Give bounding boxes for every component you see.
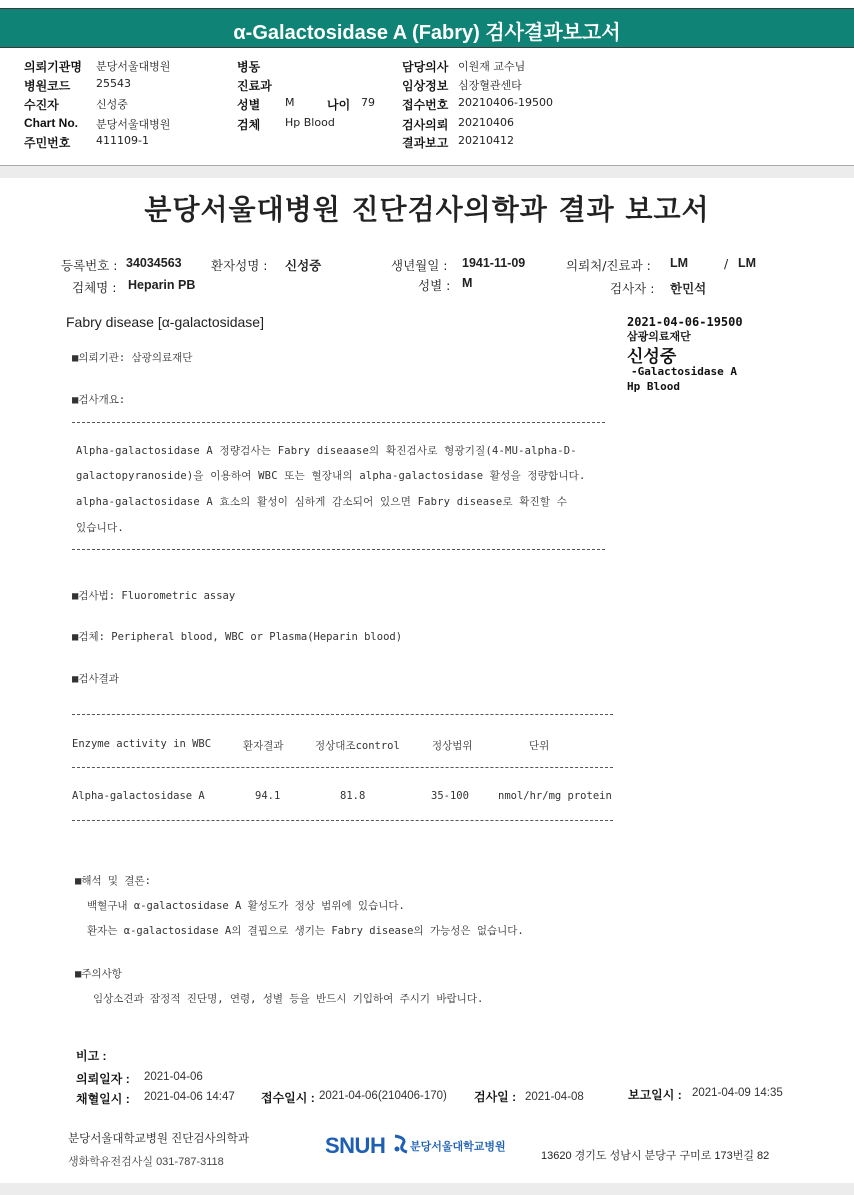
- examiner-label: 검사자 :: [610, 281, 655, 296]
- receive-value: 2021-04-06(210406-170): [319, 1090, 447, 1102]
- hdr-hospital-code-label: 병원코드: [24, 79, 71, 93]
- hdr-id-label: 주민번호: [24, 136, 71, 150]
- reg-no-label: 등록번호 :: [61, 258, 118, 273]
- hdr-specimen-value: Hp Blood: [285, 116, 335, 129]
- report-header-bar: [0, 8, 854, 48]
- hdr-accession-label: 접수번호: [402, 98, 449, 112]
- request-date-label: 의뢰일자 :: [76, 1072, 130, 1086]
- result-cell-control: 81.8: [340, 790, 366, 802]
- hdr-dept-label: 진료과: [237, 79, 272, 93]
- test-date-label: 검사일 :: [474, 1090, 517, 1104]
- overview-line-3: alpha-galactosidase A 효소의 활성이 심하게 감소되어 있으면 Fabry disease로 확진할 수: [76, 496, 568, 508]
- sex-value: M: [462, 276, 473, 290]
- snuh-logo-text: SNUH: [325, 1133, 386, 1158]
- hdr-report-label: 결과보고: [402, 136, 449, 150]
- receive-label: 접수일시 :: [261, 1091, 315, 1105]
- report-title: 분당서울대병원 진단검사의학과 결과 보고서: [144, 193, 710, 226]
- specimen-name-label: 검체명 :: [72, 280, 117, 295]
- birth-value: 1941-11-09: [462, 256, 526, 270]
- footer-dept: 분당서울대학교병원 진단검사의학과: [68, 1133, 249, 1145]
- hdr-report-value: 20210412: [458, 134, 514, 147]
- footer-lab: 생화학유전검사실 031-787-3118: [68, 1156, 224, 1168]
- remark-label: 비고 :: [76, 1049, 107, 1063]
- specimen-line: ■검체: Peripheral blood, WBC or Plasma(Heparin blood): [72, 631, 403, 643]
- patient-name-label: 환자성명 :: [211, 258, 268, 273]
- birth-label: 생년월일 :: [391, 258, 448, 273]
- test-title: Fabry disease [α-galactosidase]: [66, 314, 264, 330]
- report-time-value: 2021-04-09 14:35: [692, 1087, 783, 1099]
- hdr-request-label: 검사의뢰: [402, 118, 449, 132]
- collect-value: 2021-04-06 14:47: [144, 1091, 235, 1103]
- result-table-mid-rule: [72, 767, 613, 768]
- reg-no-value: 34034563: [126, 256, 182, 270]
- result-header-unit: 단위: [529, 740, 550, 752]
- hdr-clinical-label: 임상정보: [402, 79, 449, 93]
- hdr-patient-label: 수진자: [24, 98, 59, 112]
- dept-label: 의뢰처/진료과 :: [566, 258, 651, 273]
- result-cell-test: Alpha-galactosidase A: [72, 790, 205, 802]
- hdr-ward-label: 병동: [237, 60, 261, 74]
- dept-value-1: LM: [670, 256, 689, 270]
- hdr-doctor-label: 담당의사: [402, 60, 449, 74]
- result-header-range: 정상범위: [432, 740, 473, 752]
- snuh-logo-name: 분당서울대학교병원: [410, 1140, 506, 1153]
- report-header-title: α-Galactosidase A (Fabry) 검사결과보고서: [233, 22, 621, 44]
- caution-heading: ■주의사항: [75, 968, 122, 980]
- collect-label: 채혈일시 :: [76, 1092, 130, 1106]
- examiner-value: 한민석: [670, 282, 707, 296]
- hdr-clinical-value: 심장혈관센타: [458, 79, 522, 92]
- result-heading: ■검사결과: [72, 673, 119, 685]
- stamp-lab: 삼광의료재단: [627, 330, 691, 343]
- stamp-accession: 2021-04-06-19500: [627, 315, 743, 329]
- snuh-emblem-icon: [393, 1134, 409, 1154]
- patient-name-value: 신성중: [285, 259, 322, 273]
- dept-slash: /: [724, 256, 729, 271]
- hdr-doctor-value: 이원재 교수님: [458, 60, 526, 73]
- result-cell-patient: 94.1: [255, 790, 281, 802]
- hdr-chart-value: 분당서울대병원: [96, 118, 171, 131]
- result-table-top-rule: [72, 714, 613, 715]
- hdr-id-value: 411109-1: [96, 134, 149, 147]
- hdr-request-value: 20210406: [458, 116, 514, 129]
- hdr-accession-value: 20210406-19500: [458, 96, 553, 109]
- institution-line: ■의뢰기관: 삼광의료재단: [72, 352, 193, 364]
- stamp-test: -Galactosidase A: [631, 365, 737, 378]
- result-header-control: 정상대조control: [315, 740, 400, 752]
- result-table-bottom-rule: [72, 820, 613, 821]
- hdr-institution-value: 분당서울대병원: [96, 60, 171, 73]
- result-cell-range: 35-100: [431, 790, 469, 802]
- hdr-institution-label: 의뢰기관명: [24, 60, 82, 74]
- method-line: ■검사법: Fluorometric assay: [72, 590, 236, 602]
- sex-label: 성별 :: [418, 278, 451, 293]
- interpretation-line-1: 백혈구내 α-galactosidase A 활성도가 정상 범위에 있습니다.: [87, 900, 405, 912]
- overview-divider-top: [72, 422, 605, 423]
- hdr-patient-value: 신성중: [96, 98, 128, 111]
- interpretation-line-2: 환자는 α-galactosidase A의 결핍으로 생기는 Fabry disease의 가능성은 없습니다.: [87, 925, 524, 937]
- hdr-specimen-label: 검체: [237, 118, 261, 132]
- request-date-value: 2021-04-06: [144, 1071, 203, 1083]
- result-header-patient: 환자결과: [243, 740, 284, 752]
- result-cell-unit: nmol/hr/mg protein: [498, 790, 612, 802]
- specimen-name-value: Heparin PB: [128, 278, 196, 292]
- hdr-sex-label: 성별: [237, 98, 261, 112]
- hdr-sex-value: M: [285, 96, 295, 109]
- overview-line-1: Alpha-galactosidase A 정량검사는 Fabry diseaase의 확진검사로 형광기질(4-MU-alpha-D-: [76, 445, 577, 457]
- page-bottom-gap: [0, 1183, 854, 1195]
- hdr-chart-label: Chart No.: [24, 116, 78, 130]
- stamp-patient: 신성중: [627, 347, 677, 367]
- test-date-value: 2021-04-08: [525, 1091, 584, 1103]
- report-time-label: 보고일시 :: [628, 1088, 682, 1102]
- interpretation-heading: ■해석 및 결론:: [75, 875, 152, 887]
- footer-address: 13620 경기도 성남시 분당구 구미로 173번길 82: [541, 1150, 770, 1162]
- overview-heading: ■검사개요:: [72, 394, 126, 406]
- page-gap: [0, 166, 854, 178]
- hdr-age-label: 나이: [327, 98, 351, 112]
- dept-value-2: LM: [738, 256, 757, 270]
- result-header-enzyme: Enzyme activity in WBC: [72, 738, 212, 750]
- caution-line: 임상소견과 잠정적 진단명, 연령, 성별 등을 반드시 기입하여 주시기 바랍니다.: [93, 993, 484, 1005]
- overview-divider-bottom: [72, 549, 605, 550]
- hdr-hospital-code-value: 25543: [96, 77, 131, 90]
- hdr-age-value: 79: [361, 96, 375, 109]
- stamp-specimen: Hp Blood: [627, 380, 680, 393]
- overview-line-4: 있습니다.: [76, 522, 124, 534]
- overview-line-2: galactopyranoside)을 이용하여 WBC 또는 혈장내의 alpha-galactosidase 활성을 정량합니다.: [76, 470, 586, 482]
